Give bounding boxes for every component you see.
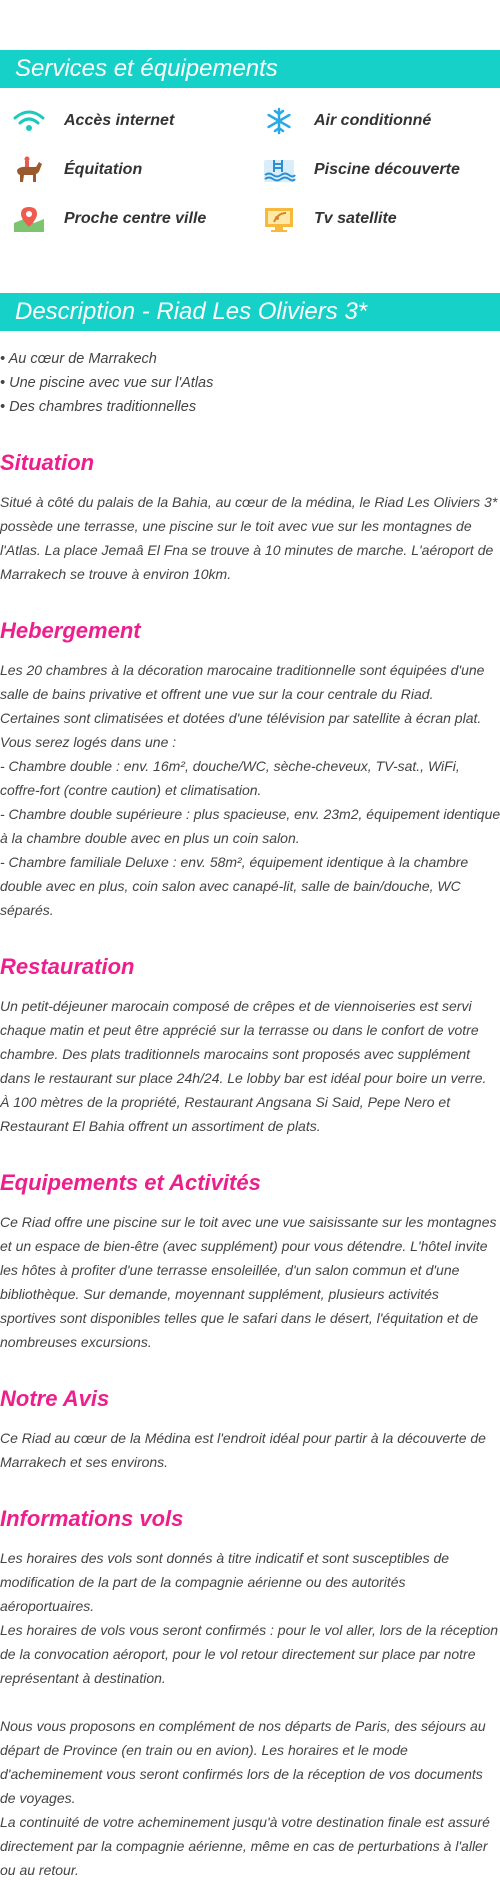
description-title: Description - Riad Les Oliviers 3*: [15, 298, 368, 325]
situation-heading: Situation: [0, 450, 95, 475]
service-item-center: Proche centre ville: [12, 205, 206, 233]
hebergement-text: Les 20 chambres à la décoration marocaine traditionnelle sont équipées d'une salle de bains privative et offrent une vue sur la cour centrale du Riad. Certaines sont climatisées et dotées d'une télévision par satellite à écran plat. Vous serez logés dans une : - Chambre double : env. 16m², douche/WC, sèche-cheveux, TV-sat., WiFi, coffre-fort (contre caution) et climatisation. - Chambre double supérieure : plus spacieuse, env. 23m2, équipement identique à la chambre double avec en plus un coin salon. - Chambre familiale Deluxe : env. 58m², équipement identique à la chambre double avec en plus, coin salon avec canapé-lit, salle de bain/douche, WC séparés.: [0, 662, 500, 918]
satellite-tv-icon: [262, 205, 296, 233]
horse-rider-icon: [12, 156, 46, 184]
hebergement-heading: Hebergement: [0, 618, 141, 643]
vols-heading: Informations vols: [0, 1506, 184, 1531]
service-item-equitation: Équitation: [12, 156, 142, 184]
description-bullet: • Une piscine avec vue sur l'Atlas: [0, 375, 214, 391]
avis-text: Ce Riad au cœur de la Médina est l'endroit idéal pour partir à la découverte de Marrakech et ses environs.: [0, 1430, 486, 1470]
situation-text: Situé à côté du palais de la Bahia, au cœur de la médina, le Riad Les Oliviers 3* possède une terrasse, une piscine sur le toit avec vue sur les montagnes de l'Atlas. La place Jemaâ El Fna se trouve à 10 minutes de marche. L'aéroport de Marrakech se trouve à environ 10km.: [0, 494, 498, 582]
description-bullet: • Au cœur de Marrakech: [0, 351, 157, 367]
vols-text: Les horaires des vols sont donnés à titre indicatif et sont susceptibles de modification de la part de la compagnie aérienne ou des autorités aéroportuaires. Les horaires de vols vous seront confirmés : pour le vol aller, lors de la réception de la convocation aéroport, pour le vol retour directement sur place par notre représentant à destination. Nous vous proposons en complément de nos départs de Paris, des séjours au départ de Province (en train ou en avion). Les horaires et le mode d'acheminement vous seront confirmés lors de la réception de vos documents de voyages. La continuité de votre acheminement jusqu'à votre destination finale est assuré directement par la compagnie aérienne, même en cas de perturbations à l'aller ou au retour.: [0, 1550, 499, 1878]
restauration-text: Un petit-déjeuner marocain composé de crêpes et de viennoiseries est servi chaque matin et peut être apprécié sur la terrasse ou dans le confort de votre chambre. Des plats traditionnels marocains sont proposés avec supplément dans le restaurant sur place 24h/24. Le lobby bar est idéal pour boire un verre. À 100 mètres de la propriété, Restaurant Angsana Si Said, Pepe Nero et Restaurant El Bahia offrent un assortiment de plats.: [0, 998, 487, 1134]
map-pin-icon: [12, 205, 46, 233]
equipements-heading: Equipements et Activités: [0, 1170, 261, 1195]
services-title: Services et équipements: [15, 55, 278, 82]
restauration-heading: Restauration: [0, 954, 135, 979]
description-bullet: • Des chambres traditionnelles: [0, 399, 197, 415]
snowflake-icon: [262, 107, 296, 135]
service-item-tv: Tv satellite: [262, 205, 397, 233]
description-banner: [0, 293, 500, 331]
service-item-internet: Accès internet: [12, 107, 174, 135]
service-item-pool: Piscine découverte: [262, 156, 460, 184]
services-banner: [0, 50, 500, 88]
avis-heading: Notre Avis: [0, 1386, 110, 1411]
wifi-icon: [12, 107, 46, 135]
service-item-aircon: Air conditionné: [262, 107, 431, 135]
equipements-text: Ce Riad offre une piscine sur le toit avec une vue saisissante sur les montagnes et un espace de bien-être (avec supplément) pour vous détendre. L'hôtel invite les hôtes à profiter d'une terrasse ensoleillée, d'un salon commun et d'une bibliothèque. Sur demande, moyennant supplément, plusieurs activités sportives sont disponibles telles que le safari dans le désert, l'équitation et de nombreuses excursions.: [0, 1214, 497, 1350]
pool-icon: [262, 156, 296, 184]
